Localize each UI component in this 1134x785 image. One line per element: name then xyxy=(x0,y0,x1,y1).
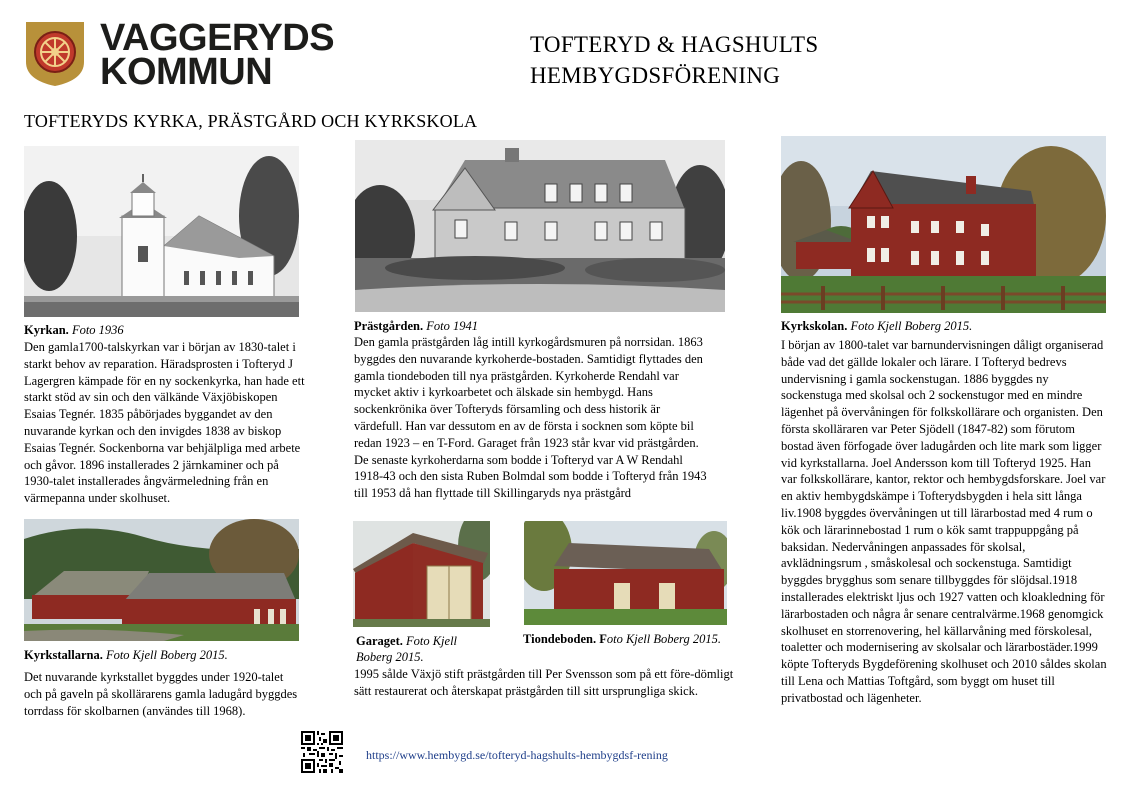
tithe-barn-caption-f: F xyxy=(599,632,607,646)
page-title: TOFTERYDS KYRKA, PRÄSTGÅRD OCH KYRKSKOLA xyxy=(24,111,478,131)
website-link[interactable]: https://www.hembygd.se/tofteryd-hagshults-hembygdsf-rening xyxy=(366,748,668,762)
vicarage-caption-title: Prästgården. xyxy=(354,319,424,333)
stables-text: Det nuvarande kyrkstallet byggdes under 1920-talet och på gaveln på skollärarens gamla ladugård byggdes torrdass för skolbarnen (användes till 1968). xyxy=(24,670,298,718)
stables-caption-photo: Foto Kjell Boberg 2015. xyxy=(105,648,228,662)
church-caption-photo: Foto 1936 xyxy=(71,323,124,337)
stables-caption xyxy=(24,647,228,663)
municipality-logo xyxy=(24,17,335,93)
garage-photo xyxy=(353,521,490,627)
school-photo xyxy=(781,136,1106,313)
stables-caption-title: Kyrkstallarna. xyxy=(24,648,103,662)
vicarage-text: Den gamla prästgården låg intill kyrkogårdsmuren på norrsidan. 1863 byggdes den nuvarande kyrkoherde-bostaden. Samtidigt flyttades den gamla tiondeboden till nya prästgården. Kyrkoherde Rendahl var mycket aktiv i kyrkoarbetet och älskade sin hembygd. Hans sockenkrönika över Tofteryds församling och dess historik är värdefull. Han var dessutom en av de första i socknen som köpte bil redan 1923 – en T-Ford. Garaget från 1923 står kvar vid prästgården. De senaste kyrkoherdarna som bodde i Tofteryd var A W Rendahl 1918-43 och den sista Ruben Bolmdal som bodde i Tofteryd från 1943 till 1953 då han flyttade till Skillingaryds nya prästgård xyxy=(354,335,707,501)
vicarage-photo xyxy=(355,140,725,312)
logo-line-1: VAGGERYDS xyxy=(100,17,335,59)
logo-line-2: KOMMUN xyxy=(100,51,273,93)
qr-code[interactable] xyxy=(301,731,343,773)
org-name-line-2: HEMBYGDSFÖRENING xyxy=(530,63,781,88)
sale-text: 1995 sålde Växjö stift prästgården till Per Svensson som på ett före-dömligt sätt restaurerat och återskapat prästgården till sitt ursprungliga skick. xyxy=(354,667,734,698)
tithe-barn-caption xyxy=(523,631,721,647)
church-photo xyxy=(24,146,299,317)
stables-photo xyxy=(24,519,299,641)
garage-caption-photo: Foto Kjell Boberg 2015. xyxy=(356,634,458,664)
school-caption-photo: Foto Kjell Boberg 2015. xyxy=(850,319,973,333)
school-caption xyxy=(781,318,972,334)
garage-caption xyxy=(356,633,486,665)
tithe-barn-photo xyxy=(524,521,727,625)
school-text: I början av 1800-talet var barnundervisningen dåligt organiserad både vad det gällde lokaler och lärare. I Tofteryd bedrevs undervisning i gamla sockenstugan. 1886 byggdes ny sockenstuga med skolsal och 2 sockenstugor med en mindre lägenhet på övervåningen för folkskollärare och organisten. Den första skolläraren var Peter Sjödell (1847-82) som förutom bostad även förfogade över ladugården och lite mark som ligger vid kyrkstallarna. Joel Andersson kom till Tofteryd 1925. Han var folkskollärare, kantor, rektor och hembygdsforskare. Joel var en aktiv hembygdskämpe i Tofterydsbygden i hela sitt långa liv.1908 byggdes övervåningen ut till lärarbostad med 4 rum o kök och lärarinnebostad 1 rum o kök samt trappuppgång på baksidan. Nedervåningen anpassades för skolsal, avklädningsrum , småskolesal och sockenstuga. Samtidigt byggdes brygghus som senare tillbyggdes för slöjdsal.1918 installerades elektriskt ljus och 1927 vatten och kloakledning för lärarbostaden och några år senare centralvärme.1968 genomgick skolhuset en storrenovering, hel källarvåning med förskolesal, toaletter och modernisering av skolsalar och lärarbostäder.1999 köpte Tofteryds Bygdeförening skolhuset och 2010 såldes skolan till Lena och Mattias Toftgård, som byggt om huset till privatbostad och lägenheter. xyxy=(781,338,1107,705)
garage-caption-title: Garaget. xyxy=(356,634,403,648)
vicarage-caption xyxy=(354,318,478,334)
vicarage-caption-photo: Foto 1941 xyxy=(426,319,478,333)
tithe-barn-caption-title: Tiondeboden. xyxy=(523,632,597,646)
org-name-line-1: TOFTERYD & HAGSHULTS xyxy=(530,32,819,57)
church-caption xyxy=(24,322,124,338)
coat-of-arms-icon xyxy=(24,20,86,88)
school-caption-title: Kyrkskolan. xyxy=(781,319,848,333)
church-caption-title: Kyrkan. xyxy=(24,323,69,337)
tithe-barn-caption-photo: oto Kjell Boberg 2015. xyxy=(606,632,721,646)
church-text: Den gamla1700-talskyrkan var i början av 1830-talet i starkt behov av reparation. Häradsprosten i Tofteryd J Lagergren kämpade för en ny sockenkyrka, han hade ett starkt stöd av sin och den välkände Växjöbiskopen Esaias Tegnér. 1835 påbörjades byggandet av den nuvarande kyrkan och den invigdes 1838 av biskop Esaias Tegnér. Sockenborna var behjälpliga med arbete och gåvor. 1896 installerades 2 järnkaminer och på 1930-talet installerades ångvärmeledning från en värmepanna under skolhuset. xyxy=(24,340,305,506)
